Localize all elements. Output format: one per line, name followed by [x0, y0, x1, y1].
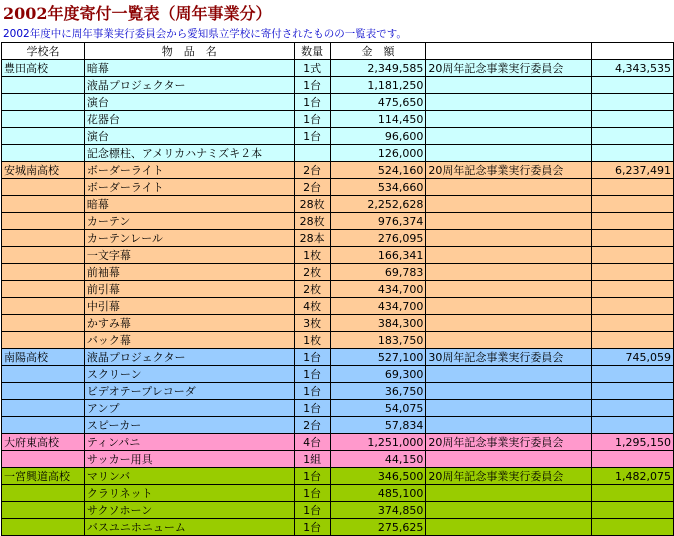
quantity-cell[interactable]: 1台 [294, 349, 330, 366]
item-name-cell[interactable]: サクソホーン [84, 502, 294, 519]
item-name-cell[interactable]: かすみ幕 [84, 315, 294, 332]
item-name-cell[interactable]: 中引幕 [84, 298, 294, 315]
committee-cell[interactable] [426, 383, 592, 400]
quantity-cell[interactable]: 2台 [294, 179, 330, 196]
school-name-cell[interactable] [2, 502, 85, 519]
quantity-cell[interactable]: 1台 [294, 128, 330, 145]
item-name-cell[interactable]: スクリーン [84, 366, 294, 383]
table-row [2, 434, 674, 451]
amount-cell[interactable]: 524,160 [330, 162, 426, 179]
committee-cell[interactable]: 20周年記念事業実行委員会 [426, 60, 592, 77]
committee-cell[interactable] [426, 77, 592, 94]
donation-table [1, 42, 674, 536]
total-cell[interactable] [592, 332, 674, 349]
committee-cell[interactable] [426, 179, 592, 196]
amount-cell[interactable]: 36,750 [330, 383, 426, 400]
total-cell[interactable] [592, 94, 674, 111]
table-row [2, 400, 674, 417]
amount-cell[interactable]: 276,095 [330, 230, 426, 247]
committee-cell[interactable] [426, 451, 592, 468]
quantity-cell[interactable]: 1台 [294, 111, 330, 128]
total-cell[interactable] [592, 315, 674, 332]
quantity-cell[interactable]: 1組 [294, 451, 330, 468]
item-name-cell[interactable]: ボーダーライト [84, 162, 294, 179]
amount-cell[interactable]: 54,075 [330, 400, 426, 417]
amount-cell[interactable]: 275,625 [330, 519, 426, 536]
school-name-cell[interactable] [2, 519, 85, 536]
amount-cell[interactable]: 976,374 [330, 213, 426, 230]
quantity-cell[interactable]: 28本 [294, 230, 330, 247]
item-name-cell[interactable]: バスユニホニューム [84, 519, 294, 536]
school-name-cell[interactable] [2, 366, 85, 383]
school-name-cell[interactable]: 南陽高校 [2, 349, 85, 366]
item-name-cell[interactable]: 演台 [84, 128, 294, 145]
school-name-cell[interactable]: 一宮興道高校 [2, 468, 85, 485]
item-name-cell[interactable]: マリンバ [84, 468, 294, 485]
school-name-cell[interactable] [2, 281, 85, 298]
total-cell[interactable] [592, 383, 674, 400]
item-name-cell[interactable]: バック幕 [84, 332, 294, 349]
table-row [2, 128, 674, 145]
amount-cell[interactable]: 1,251,000 [330, 434, 426, 451]
total-cell[interactable] [592, 247, 674, 264]
total-cell[interactable] [592, 298, 674, 315]
item-name-cell[interactable]: 演台 [84, 94, 294, 111]
table-row [2, 111, 674, 128]
school-name-cell[interactable] [2, 247, 85, 264]
school-name-cell[interactable] [2, 400, 85, 417]
school-name-cell[interactable] [2, 417, 85, 434]
quantity-cell[interactable]: 2台 [294, 162, 330, 179]
committee-cell[interactable] [426, 332, 592, 349]
committee-cell[interactable]: 20周年記念事業実行委員会 [426, 434, 592, 451]
table-row [2, 77, 674, 94]
school-name-cell[interactable] [2, 196, 85, 213]
committee-cell[interactable]: 30周年記念事業実行委員会 [426, 349, 592, 366]
committee-cell[interactable] [426, 145, 592, 162]
quantity-cell[interactable]: 4枚 [294, 298, 330, 315]
total-cell[interactable]: 6,237,491 [592, 162, 674, 179]
amount-cell[interactable]: 534,660 [330, 179, 426, 196]
total-cell[interactable] [592, 264, 674, 281]
table-row [2, 230, 674, 247]
amount-cell[interactable]: 44,150 [330, 451, 426, 468]
table-row [2, 213, 674, 230]
school-name-cell[interactable] [2, 383, 85, 400]
school-name-cell[interactable] [2, 230, 85, 247]
school-name-cell[interactable] [2, 179, 85, 196]
total-cell[interactable] [592, 145, 674, 162]
item-name-cell[interactable]: 前引幕 [84, 281, 294, 298]
amount-cell[interactable]: 475,650 [330, 94, 426, 111]
total-cell[interactable]: 745,059 [592, 349, 674, 366]
table-row [2, 94, 674, 111]
item-name-cell[interactable]: サッカー用具 [84, 451, 294, 468]
table-row [2, 485, 674, 502]
total-cell[interactable] [592, 196, 674, 213]
item-name-cell[interactable]: ティンパニ [84, 434, 294, 451]
quantity-cell[interactable]: 1台 [294, 400, 330, 417]
school-name-cell[interactable] [2, 94, 85, 111]
item-name-cell[interactable]: 前袖幕 [84, 264, 294, 281]
committee-cell[interactable] [426, 366, 592, 383]
table-row [2, 264, 674, 281]
item-name-cell[interactable]: 暗幕 [84, 60, 294, 77]
committee-cell[interactable] [426, 128, 592, 145]
quantity-cell[interactable] [294, 145, 330, 162]
total-cell[interactable] [592, 400, 674, 417]
committee-cell[interactable] [426, 230, 592, 247]
amount-cell[interactable]: 485,100 [330, 485, 426, 502]
table-row [2, 281, 674, 298]
quantity-cell[interactable]: 2台 [294, 417, 330, 434]
table-row [2, 196, 674, 213]
school-name-cell[interactable] [2, 298, 85, 315]
total-cell[interactable] [592, 77, 674, 94]
school-name-cell[interactable] [2, 264, 85, 281]
amount-cell[interactable]: 346,500 [330, 468, 426, 485]
quantity-cell[interactable]: 1台 [294, 519, 330, 536]
quantity-cell[interactable]: 28枚 [294, 213, 330, 230]
item-name-cell[interactable]: 液晶プロジェクター [84, 77, 294, 94]
amount-cell[interactable]: 434,700 [330, 281, 426, 298]
school-name-cell[interactable] [2, 332, 85, 349]
committee-cell[interactable]: 20周年記念事業実行委員会 [426, 468, 592, 485]
committee-cell[interactable] [426, 417, 592, 434]
item-name-cell[interactable]: 液晶プロジェクター [84, 349, 294, 366]
header-total[interactable] [592, 43, 674, 60]
table-row [2, 298, 674, 315]
item-name-cell[interactable]: アンプ [84, 400, 294, 417]
committee-cell[interactable] [426, 519, 592, 536]
total-cell[interactable] [592, 281, 674, 298]
committee-cell[interactable] [426, 94, 592, 111]
item-name-cell[interactable]: クラリネット [84, 485, 294, 502]
table-row [2, 60, 674, 77]
amount-cell[interactable]: 96,600 [330, 128, 426, 145]
committee-cell[interactable] [426, 281, 592, 298]
amount-cell[interactable]: 1,181,250 [330, 77, 426, 94]
school-name-cell[interactable] [2, 485, 85, 502]
school-name-cell[interactable] [2, 77, 85, 94]
amount-cell[interactable]: 69,783 [330, 264, 426, 281]
amount-cell[interactable]: 114,450 [330, 111, 426, 128]
table-row [2, 332, 674, 349]
table-row [2, 315, 674, 332]
table-row [2, 366, 674, 383]
table-row [2, 349, 674, 366]
quantity-cell[interactable]: 1台 [294, 94, 330, 111]
table-body [2, 60, 674, 536]
table-row [2, 519, 674, 536]
total-cell[interactable] [592, 230, 674, 247]
item-name-cell[interactable]: 花器台 [84, 111, 294, 128]
table-row [2, 162, 674, 179]
school-name-cell[interactable]: 豊田高校 [2, 60, 85, 77]
school-name-cell[interactable]: 安城南高校 [2, 162, 85, 179]
quantity-cell[interactable]: 2枚 [294, 264, 330, 281]
total-cell[interactable] [592, 519, 674, 536]
amount-cell[interactable]: 183,750 [330, 332, 426, 349]
page-subtitle: 2002年度中に周年事業実行委員会から愛知県立学校に寄付されたものの一覧表です。 [3, 28, 407, 40]
committee-cell[interactable] [426, 213, 592, 230]
table-row [2, 145, 674, 162]
total-cell[interactable] [592, 128, 674, 145]
item-name-cell[interactable]: ビデオテープレコーダ [84, 383, 294, 400]
committee-cell[interactable] [426, 247, 592, 264]
amount-cell[interactable]: 2,349,585 [330, 60, 426, 77]
committee-cell[interactable] [426, 485, 592, 502]
school-name-cell[interactable] [2, 145, 85, 162]
item-name-cell[interactable]: カーテン [84, 213, 294, 230]
committee-cell[interactable] [426, 111, 592, 128]
total-cell[interactable] [592, 179, 674, 196]
header-school[interactable]: 学校名 [2, 43, 85, 60]
quantity-cell[interactable]: 1式 [294, 60, 330, 77]
school-name-cell[interactable]: 大府東高校 [2, 434, 85, 451]
total-cell[interactable] [592, 451, 674, 468]
quantity-cell[interactable]: 4台 [294, 434, 330, 451]
header-committee[interactable] [426, 43, 592, 60]
amount-cell[interactable]: 126,000 [330, 145, 426, 162]
table-row [2, 247, 674, 264]
table-row [2, 468, 674, 485]
amount-cell[interactable]: 166,341 [330, 247, 426, 264]
header-item-name[interactable]: 物 品 名 [84, 43, 294, 60]
committee-cell[interactable] [426, 400, 592, 417]
item-name-cell[interactable]: 一文字幕 [84, 247, 294, 264]
total-cell[interactable]: 1,295,150 [592, 434, 674, 451]
quantity-cell[interactable]: 2枚 [294, 281, 330, 298]
quantity-cell[interactable]: 1台 [294, 366, 330, 383]
total-cell[interactable] [592, 417, 674, 434]
item-name-cell[interactable]: カーテンレール [84, 230, 294, 247]
total-cell[interactable]: 1,482,075 [592, 468, 674, 485]
amount-cell[interactable]: 2,252,628 [330, 196, 426, 213]
amount-cell[interactable]: 374,850 [330, 502, 426, 519]
school-name-cell[interactable] [2, 451, 85, 468]
school-name-cell[interactable] [2, 111, 85, 128]
committee-cell[interactable] [426, 315, 592, 332]
quantity-cell[interactable]: 1台 [294, 77, 330, 94]
committee-cell[interactable] [426, 298, 592, 315]
header-row [2, 43, 674, 60]
quantity-cell[interactable]: 3枚 [294, 315, 330, 332]
total-cell[interactable]: 4,343,535 [592, 60, 674, 77]
item-name-cell[interactable]: 記念標柱、アメリカハナミズキ２本 [84, 145, 294, 162]
amount-cell[interactable]: 69,300 [330, 366, 426, 383]
total-cell[interactable] [592, 485, 674, 502]
table-row [2, 383, 674, 400]
item-name-cell[interactable]: ボーダーライト [84, 179, 294, 196]
table-row [2, 502, 674, 519]
quantity-cell[interactable]: 1台 [294, 383, 330, 400]
quantity-cell[interactable]: 1台 [294, 502, 330, 519]
table-row [2, 179, 674, 196]
item-name-cell[interactable]: 暗幕 [84, 196, 294, 213]
committee-cell[interactable] [426, 264, 592, 281]
school-name-cell[interactable] [2, 315, 85, 332]
amount-cell[interactable]: 527,100 [330, 349, 426, 366]
page-title: 2002年度寄付一覧表（周年事業分） [3, 4, 272, 23]
quantity-cell[interactable]: 1枚 [294, 247, 330, 264]
amount-cell[interactable]: 57,834 [330, 417, 426, 434]
committee-cell[interactable] [426, 196, 592, 213]
total-cell[interactable] [592, 502, 674, 519]
committee-cell[interactable] [426, 502, 592, 519]
quantity-cell[interactable]: 1枚 [294, 332, 330, 349]
total-cell[interactable] [592, 366, 674, 383]
header-quantity[interactable]: 数量 [294, 43, 330, 60]
committee-cell[interactable]: 20周年記念事業実行委員会 [426, 162, 592, 179]
quantity-cell[interactable]: 1台 [294, 485, 330, 502]
school-name-cell[interactable] [2, 128, 85, 145]
quantity-cell[interactable]: 28枚 [294, 196, 330, 213]
table-row [2, 417, 674, 434]
amount-cell[interactable]: 434,700 [330, 298, 426, 315]
quantity-cell[interactable]: 1台 [294, 468, 330, 485]
item-name-cell[interactable]: スピーカー [84, 417, 294, 434]
total-cell[interactable] [592, 111, 674, 128]
amount-cell[interactable]: 384,300 [330, 315, 426, 332]
header-amount[interactable]: 金 額 [330, 43, 426, 60]
total-cell[interactable] [592, 213, 674, 230]
school-name-cell[interactable] [2, 213, 85, 230]
table-row [2, 451, 674, 468]
